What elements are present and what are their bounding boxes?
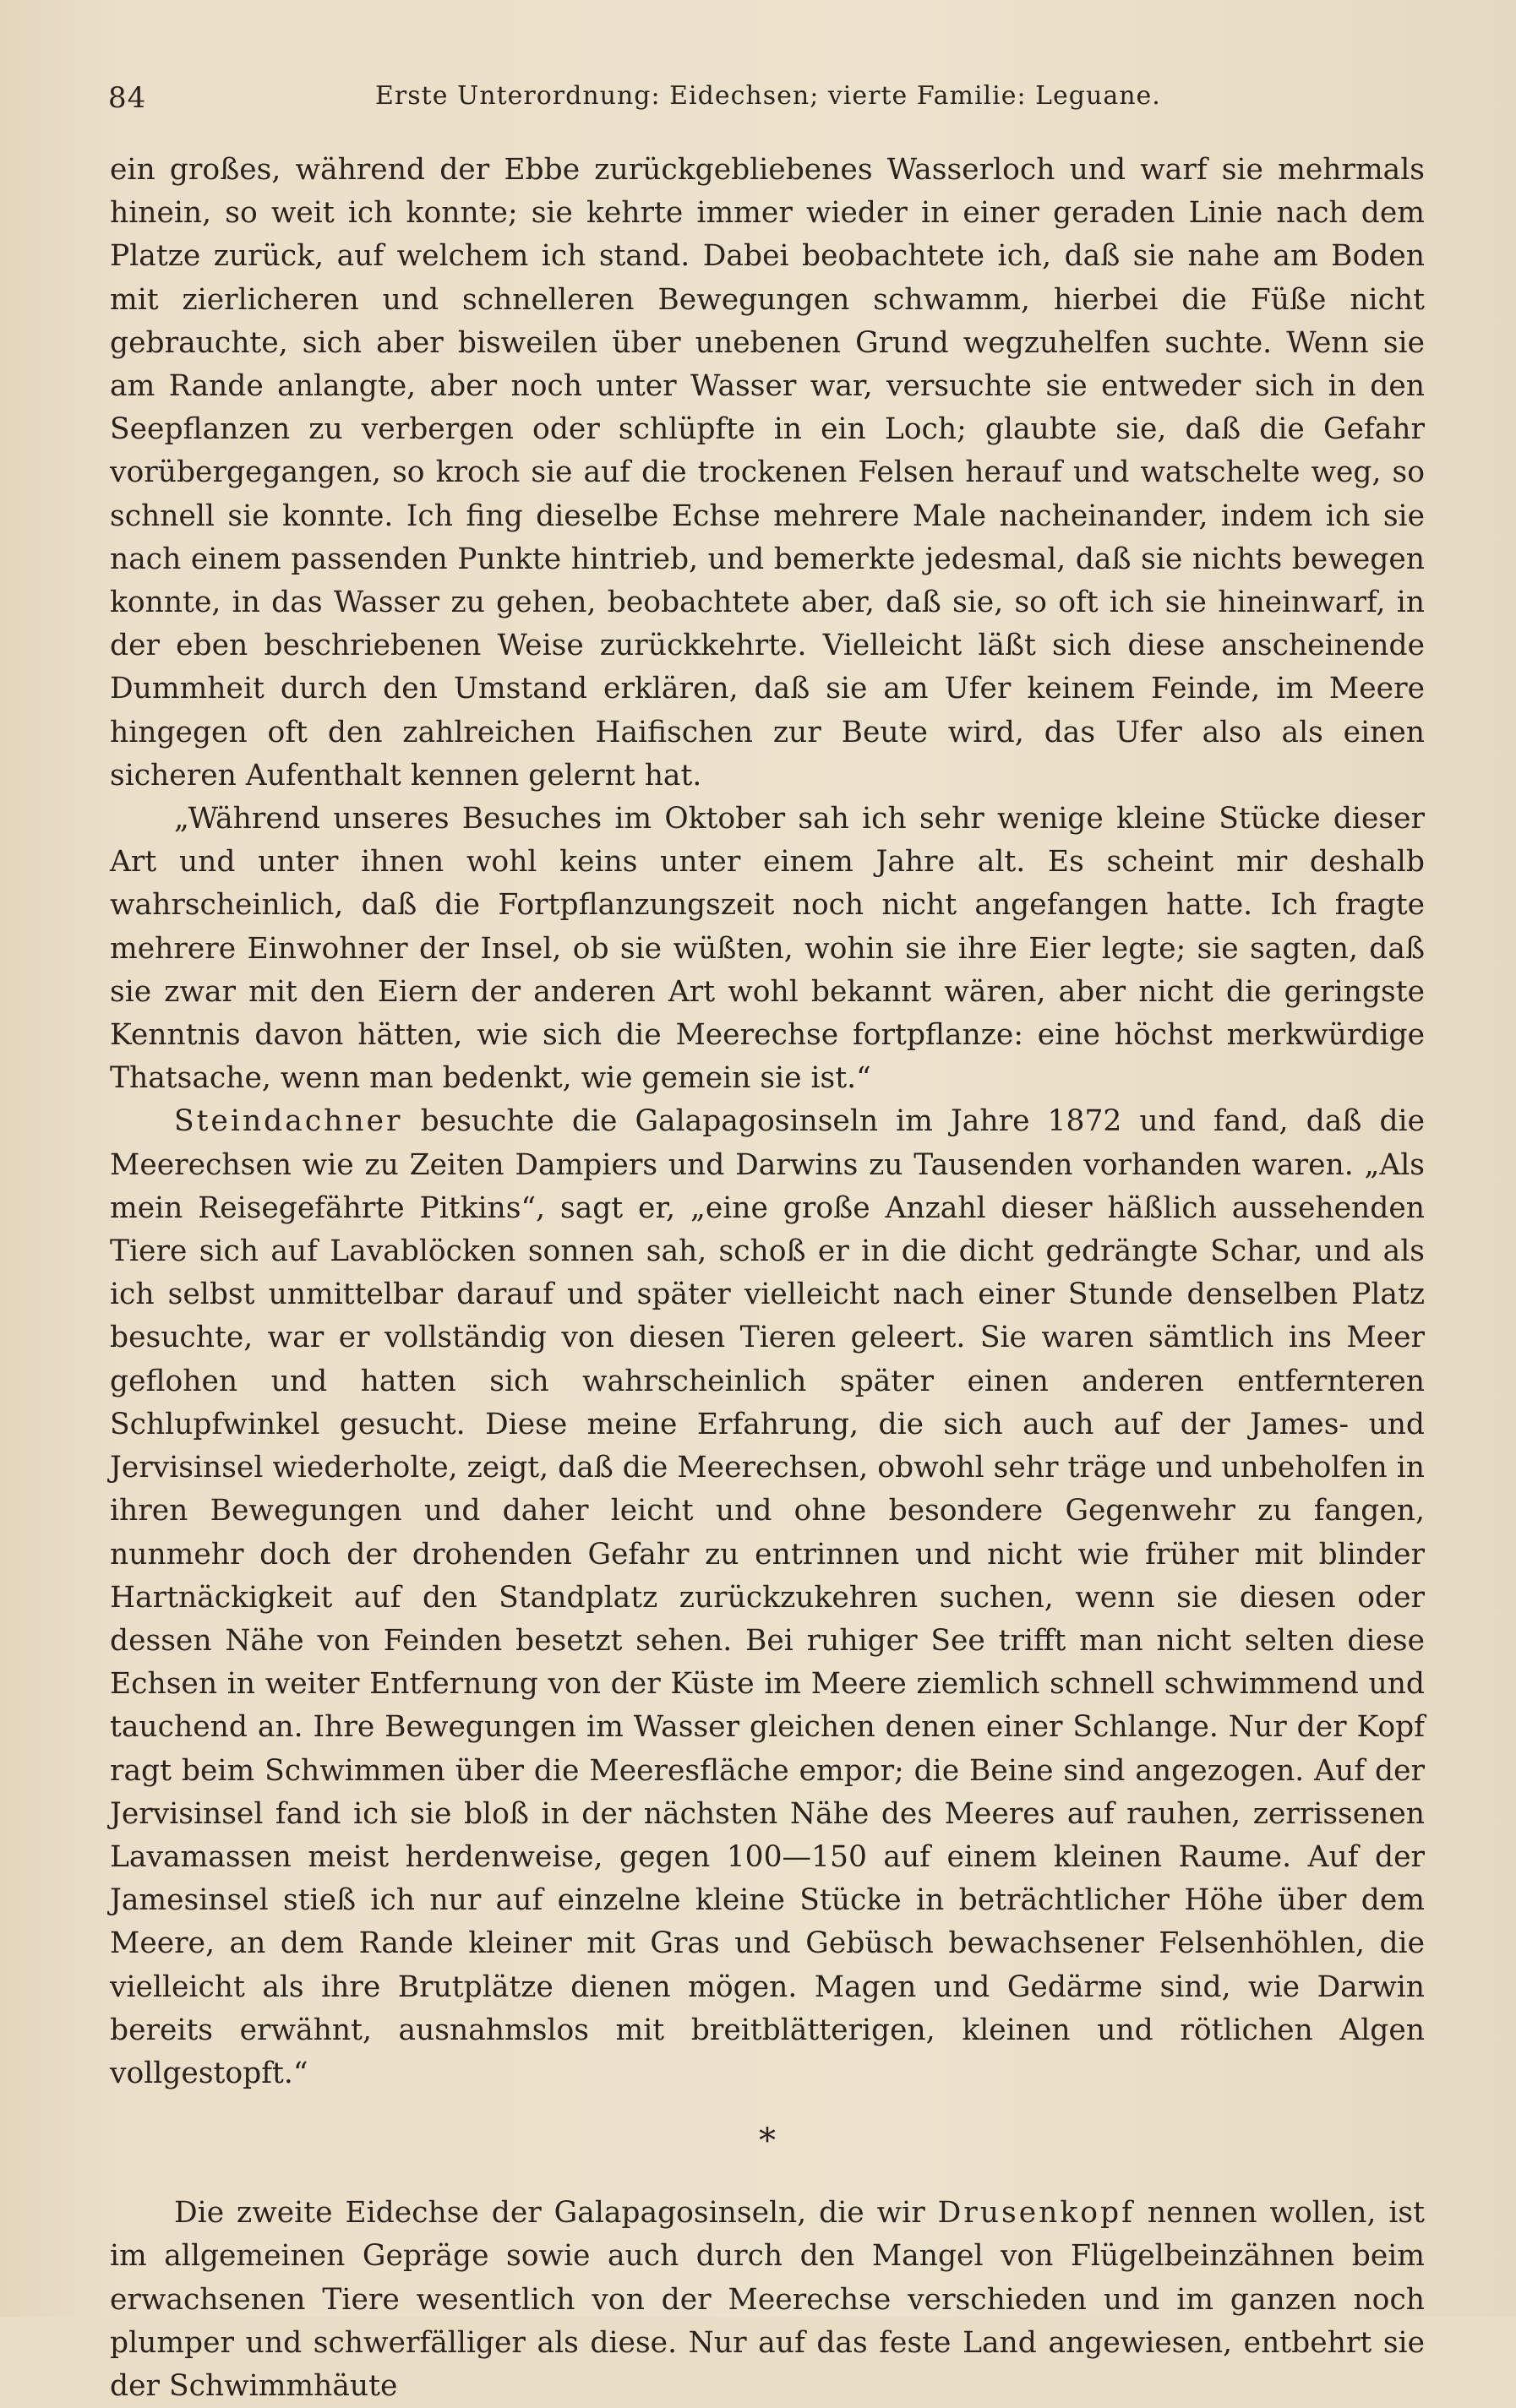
paragraph-3 [110, 1100, 1425, 2095]
body-text [110, 149, 1425, 2408]
page-number: 84 [108, 81, 147, 115]
paragraph-3-text: besuchte die Galapagosinseln im Jahre 1872 und fand, daß die Meerechsen wie zu Zeiten Dampiers und Darwins zu Tausenden vorhanden waren. „Als mein Reisegefährte Pitkins“, sagt er, „eine große Anzahl dieser häßlich aussehenden Tiere sich auf Lavablöcken sonnen sah, schoß er in die dicht gedrängte Schar, und als ich selbst unmittelbar darauf und später vielleicht nach einer Stunde denselben Platz besuchte, war er vollständig von diesen Tieren geleert. Sie waren sämtlich ins Meer geflohen und hatten sich wahrscheinlich später einen anderen entfernteren Schlupfwinkel gesucht. Diese meine Erfahrung, die sich auch auf der James- und Jervisinsel wiederholte, zeigt, daß die Meerechsen, obwohl sehr träge und unbeholfen in ihren Bewegungen und daher leicht und ohne besondere Gegenwehr zu fangen, nunmehr doch der drohenden Gefahr zu entrinnen und nicht wie früher mit blinder Hartnäckigkeit auf den Standplatz zurückzukehren suchen, wenn sie diesen oder dessen Nähe von Feinden besetzt sehen. Bei ruhiger See trifft man nicht selten diese Echsen in weiter Entfernung von der Küste im Meere ziemlich schnell schwimmend und tauchend an. Ihre Bewegungen im Wasser gleichen denen einer Schlange. Nur der Kopf ragt beim Schwimmen über die Meeresfläche empor; die Beine sind angezogen. Auf der Jervisinsel fand ich sie bloß in der nächsten Nähe des Meeres auf rauhen, zerrissenen Lavamassen meist herdenweise, gegen 100—150 auf einem kleinen Raume. Auf der Jamesinsel stieß ich nur auf einzelne kleine Stücke in beträchtlicher Höhe über dem Meere, an dem Rande kleiner mit Gras und Gebüsch bewachsener Felsenhöhlen, die vielleicht als ihre Brutplätze dienen mögen. Magen und Gedärme sind, wie Darwin bereits erwähnt, ausnahmslos mit breitblätterigen, kleinen und rötlichen Algen vollgestopft.“ [110, 1104, 1425, 2090]
page-header [108, 81, 1426, 123]
name-steindachner: Steindachner [174, 1104, 403, 1139]
paragraph-4-lead: Die zweite Eidechse der Galapagosinseln, die wir [174, 2196, 938, 2231]
name-drusenkopf: Drusenkopf [937, 2196, 1135, 2231]
paragraph-2: „Während unseres Besuches im Oktober sah ich sehr wenige kleine Stücke dieser Art und unter ihnen wohl keins unter einem Jahre alt. Es scheint mir deshalb wahrscheinlich, daß die Fortpflanzungszeit noch nicht angefangen hatte. Ich fragte mehrere Einwohner der Insel, ob sie wüßten, wohin sie ihre Eier legte; sie sagten, daß sie zwar mit den Eiern der anderen Art wohl bekannt wären, aber nicht die geringste Kenntnis davon hätten, wie sich die Meerechse fortpflanze: eine höchst merkwürdige Thatsache, wenn man bedenkt, wie gemein sie ist.“ [110, 802, 1425, 1096]
paragraph-4 [110, 2192, 1425, 2408]
paragraph-1: ein großes, während der Ebbe zurückgebliebenes Wasserloch und warf sie mehrmals hinein, so weit ich konnte; sie kehrte immer wieder in einer geraden Linie nach dem Platze zurück, auf welchem ich stand. Dabei beobachtete ich, daß sie nahe am Boden mit zierlicheren und schnelleren Bewegungen schwamm, hierbei die Füße nicht gebrauchte, sich aber bisweilen über unebenen Grund wegzuhelfen suchte. Wenn sie am Rande anlangte, aber noch unter Wasser war, versuchte sie entweder sich in den Seepflanzen zu verbergen oder schlüpfte in ein Loch; glaubte sie, daß die Gefahr vorübergegangen, so kroch sie auf die trockenen Felsen herauf und watschelte weg, so schnell sie konnte. Ich fing dieselbe Echse mehrere Male nacheinander, indem ich sie nach einem passenden Punkte hintrieb, und bemerkte jedesmal, daß sie nichts bewegen konnte, in das Wasser zu gehen, beobachtete aber, daß sie, so oft ich sie hineinwarf, in der eben beschriebenen Weise zurückkehrte. Vielleicht läßt sich diese anscheinende Dummheit durch den Umstand erklären, daß sie am Ufer keinem Feinde, im Meere hingegen oft den zahlreichen Haifischen zur Beute wird, das Ufer also als einen sicheren Aufenthalt kennen gelernt hat. [110, 153, 1425, 793]
running-head: Erste Unterordnung: Eidechsen; vierte Familie: Leguane. [375, 81, 1161, 111]
section-separator: * [759, 2122, 776, 2161]
paragraph-4-text: nennen wollen, ist im allgemeinen Gepräge sowie auch durch den Mangel von Flügelbeinzähnen beim erwachsenen Tiere wesentlich von der Meerechse verschieden und im ganzen noch plumper und schwerfälliger als diese. Nur auf das feste Land angewiesen, entbehrt sie der Schwimmhäute [110, 2196, 1425, 2403]
